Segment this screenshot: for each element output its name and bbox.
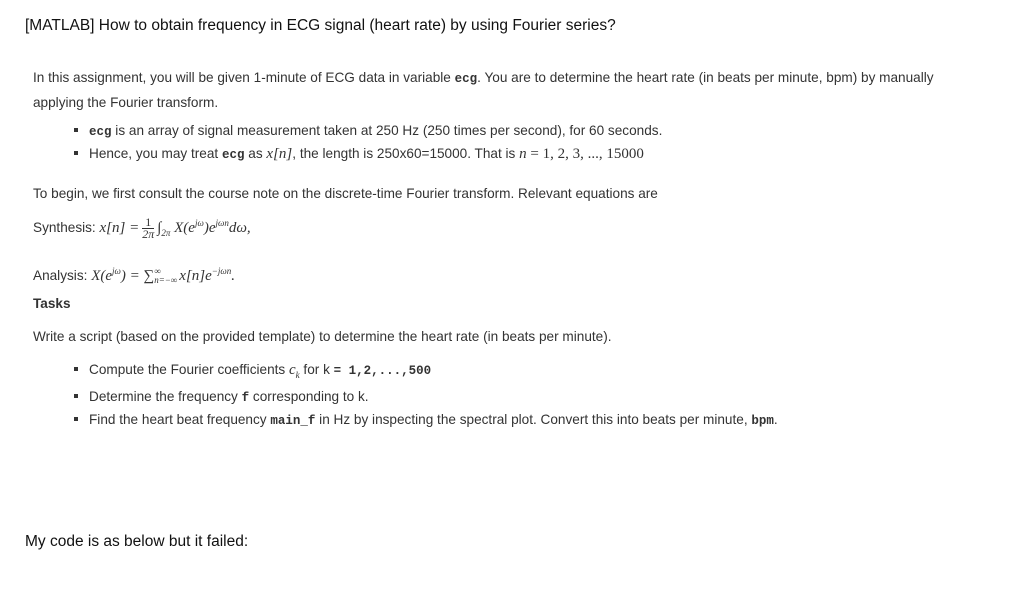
assignment-intro [33,66,973,114]
task2-pre: Determine the frequency [89,389,242,404]
task3-post: . [773,412,778,427]
bullet2-post: , the length is 250x60=15000. That is [292,146,520,161]
bullet1-text: is an array of signal measurement taken at 250 Hz (250 times per second), for 60 seconds. [111,123,663,138]
task1-code: = 1,2,...,500 [333,364,432,378]
task-item-coefficients [73,359,973,386]
task3-mid: in Hz by inspecting the spectral plot. Convert this into beats per minute, [315,412,752,427]
bullet-ecg-length [73,143,973,166]
integral-sign: ∫ [157,220,162,237]
bullet2-math-xn: x[n] [266,146,293,162]
analysis-rhs2: . [231,268,235,284]
tasks-intro: Write a script (based on the provided template) to determine the heart rate (in beats per minute). [33,329,612,344]
task3-code: main_f [270,414,316,428]
task3-code2: bpm [751,414,774,428]
tasks-heading: Tasks [33,296,71,311]
task-bullets [73,359,973,432]
question-title: [MATLAB] How to obtain frequency in ECG signal (heart rate) by using Fourier series? [25,17,616,34]
bullet-ecg-sampling [73,120,973,143]
sum-sign: ∑ [143,268,155,284]
bullet2-math-range: = 1, 2, 3, ..., 15000 [526,146,644,162]
bullet2-mid: as [244,146,267,161]
task3-pre: Find the heart beat frequency [89,412,271,427]
analysis-lhs: X(e [91,268,113,284]
integral-range: 2π [161,228,171,239]
task2-code: f [241,391,250,405]
synthesis-fraction [142,217,154,240]
synthesis-rhs2: )e [203,220,216,237]
task1-pre: Compute the Fourier coefficients [89,362,289,377]
synthesis-exp1: jω [194,218,204,229]
synthesis-exp2: jωn [215,218,229,229]
fraction-numerator: 1 [142,217,154,229]
task1-mid: for k [299,362,334,377]
sum-upper: ∞ [154,266,161,277]
sum-lower: n=−∞ [154,275,178,286]
bullet2-math-n: n [519,146,527,162]
synthesis-rhs: X(e [174,220,195,237]
analysis-rhs: x[n]e [179,268,212,284]
analysis-lhs2: ) = [120,268,140,284]
task1-math-c: c [288,362,296,378]
synthesis-rhs3: dω, [228,220,251,237]
analysis-exp2: −jωn [211,266,232,276]
intro-text-2: . You are to determine the heart rate (in beats per minute, bpm) by manually applying the Fourier transform. [33,70,934,110]
analysis-equation [33,266,235,285]
intro-code-ecg: ecg [454,72,478,86]
intro-text-1: In this assignment, you will be given 1-minute of ECG data in variable [33,70,455,85]
analysis-exp1: jω [112,266,121,276]
footer-text: My code is as below but it failed: [25,533,249,550]
synthesis-label: Synthesis: [33,220,96,236]
bullet1-code: ecg [89,125,112,139]
task2-post: corresponding to k. [249,389,369,404]
fraction-denominator: 2π [142,227,155,241]
task-item-heartbeat [73,409,973,432]
analysis-label: Analysis: [33,268,88,283]
bullet2-code: ecg [221,148,245,162]
synthesis-lhs: x[n] = [99,220,140,237]
task1-sub-k: k [295,370,300,380]
task-item-frequency [73,386,973,409]
sum-limits [154,267,177,285]
bullet2-pre: Hence, you may treat [89,146,222,161]
begin-paragraph: To begin, we first consult the course note on the discrete-time Fourier transform. Relevant equations are [33,186,658,201]
synthesis-equation [33,217,251,240]
data-bullets [73,120,973,166]
